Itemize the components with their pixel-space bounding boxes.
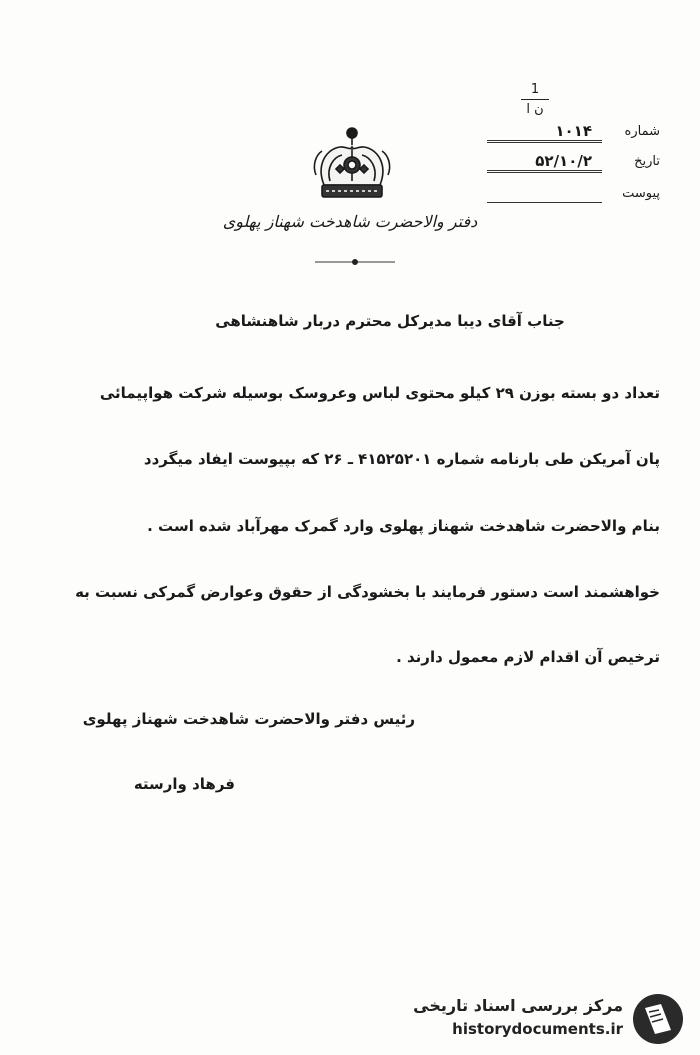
fraction-top: 1 <box>530 82 540 97</box>
royal-crown-emblem <box>306 125 398 205</box>
number-label: شماره <box>624 124 660 139</box>
addressee-line: جناب آقای دیبا مدیرکل محترم دربار شاهنشاهی <box>215 312 565 330</box>
office-name: دفتر والاحضرت شاهدخت شهناز پهلوی <box>222 212 478 231</box>
reference-fraction <box>515 82 555 117</box>
letter-line-4: خواهشمند است دستور فرمایند با بخشودگی از حقوق وعوارض گمرکی نسبت به <box>75 583 660 601</box>
signature-name: فرهاد وارسته <box>133 775 235 793</box>
attachment-row <box>485 186 660 208</box>
attachment-label: پیوست <box>622 186 660 201</box>
letter-line-5: ترخیص آن اقدام لازم معمول دارند . <box>396 648 660 666</box>
date-value: ۵۲/۱۰/۲ <box>535 152 592 170</box>
ornamental-divider <box>315 258 395 266</box>
date-row <box>485 154 660 176</box>
fraction-bottom: ن ا <box>526 102 544 117</box>
archive-logo-icon <box>631 992 685 1046</box>
archive-name: مرکز بررسی اسناد تاریخی <box>413 996 623 1015</box>
letter-line-3: بنام والاحضرت شاهدخت شهناز پهلوی وارد گمرک مهرآباد شده است . <box>147 517 660 535</box>
number-value: ۱۰۱۴ <box>555 122 592 140</box>
archive-watermark <box>415 990 685 1048</box>
letter-line-1: تعداد دو بسته بوزن ۲۹ کیلو محتوی لباس وعروسک بوسیله شرکت هواپیمائی <box>99 384 660 402</box>
letter-line-2: پان آمریکن طی بارنامه شماره ۴۱۵۲۵۲۰۱ ـ ۲۶ که بپیوست ایفاد میگردد <box>143 450 660 468</box>
date-label: تاریخ <box>634 154 660 169</box>
signature-title: رئیس دفتر والاحضرت شاهدخت شهناز پهلوی <box>82 710 415 728</box>
number-row <box>485 124 660 146</box>
archive-url[interactable]: historydocuments.ir <box>452 1020 623 1038</box>
